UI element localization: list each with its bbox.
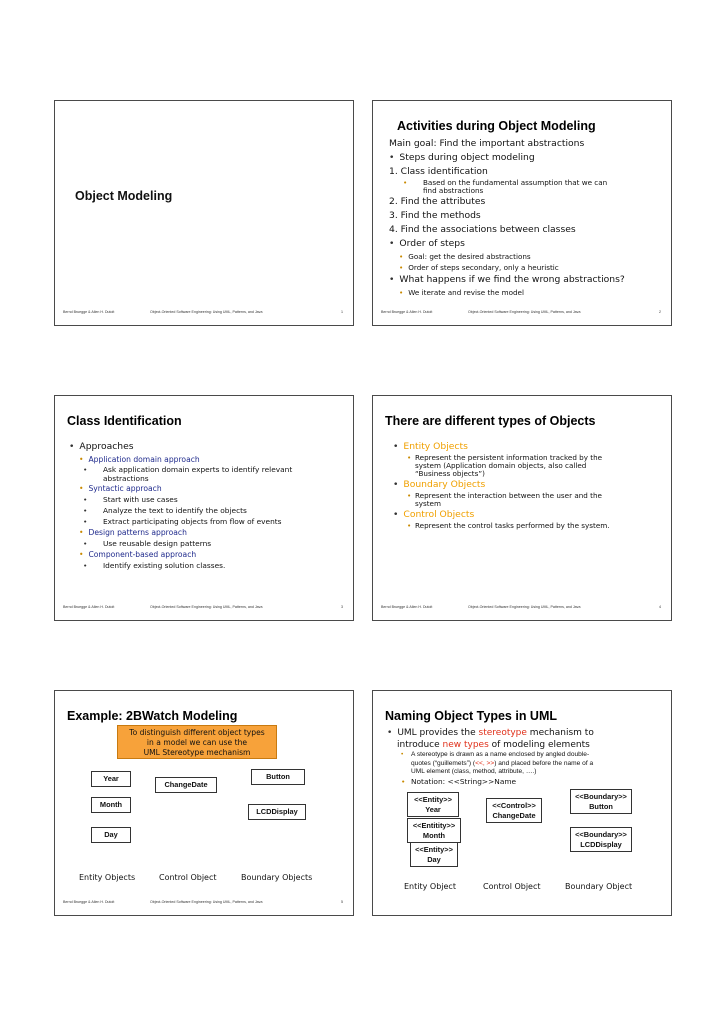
text-line: system <box>415 499 441 508</box>
text-span: stereotype <box>478 728 527 738</box>
footer-book: Object-Oriented Software Engineering: Using UML, Patterns, and Java <box>468 605 581 609</box>
text-span: introduce <box>397 740 443 750</box>
footer-book: Object-Oriented Software Engineering: Using UML, Patterns, and Java <box>468 310 581 314</box>
class-box-day: Day <box>91 827 131 843</box>
text-line: <<Entity>> <box>415 845 453 854</box>
slide-4 <box>372 395 672 621</box>
bullet-item: • Entity Objects <box>393 440 663 454</box>
class-box-changedate: ChangeDate <box>155 777 217 793</box>
caption-entity: Entity Objects <box>79 873 136 882</box>
slide-6 <box>372 690 672 916</box>
text-line: UML element (class, method, attribute, ….) <box>411 768 537 775</box>
bullet-item: • Control Objects <box>393 508 663 522</box>
sub-sub-bullet-item: • Use reusable design patterns <box>69 538 345 549</box>
slide-5 <box>54 690 354 916</box>
page-number: 2 <box>659 310 661 314</box>
text-line: in a model we can use the <box>146 738 248 747</box>
footer-book: Object-Oriented Software Engineering: Using UML, Patterns, and Java <box>150 900 263 904</box>
text-line: 1. Class identification <box>389 166 488 177</box>
slide-2 <box>372 100 672 326</box>
sub-bullet-item: • Syntactic approach <box>69 483 345 494</box>
slide-footer <box>381 310 661 317</box>
text-span: new types <box>442 740 489 750</box>
sub-sub-bullet-item: • Start with use cases <box>69 494 345 505</box>
text-line: LCDDisplay <box>580 839 622 849</box>
footer-authors: Bernd Bruegge & Allen H. Dutoit <box>381 605 433 609</box>
sub-bullet-item: • We iterate and revise the model <box>389 287 663 298</box>
text-span: mechanism to <box>526 728 594 738</box>
bullet-item: • Boundary Objects <box>393 478 663 492</box>
text-line: • Represent the interaction between the user and the <box>415 491 602 500</box>
sub-bullet-item: • Order of steps secondary, only a heuristic <box>389 262 663 273</box>
stereotype-box-boundary-lcd <box>570 827 632 852</box>
sub-sub-bullet-item: • Identify existing solution classes. <box>69 560 345 571</box>
page-number: 3 <box>341 605 343 609</box>
text-span: UML provides the <box>397 728 479 738</box>
class-box-button: Button <box>251 769 305 785</box>
text-line: • Based on the fundamental assumption that we can <box>423 178 608 187</box>
class-box-lcddisplay: LCDDisplay <box>248 804 306 820</box>
text-line: Main goal: Find the important abstractions <box>389 138 585 149</box>
stereotype-box-control <box>486 798 542 823</box>
sub-sub-bullet-item: • Analyze the text to identify the objects <box>69 505 345 516</box>
text-line: 4. Find the associations between classes <box>389 224 576 235</box>
sub-bullet-item: • Goal: get the desired abstractions <box>389 251 663 262</box>
sub-bullet-item <box>387 751 663 777</box>
stereotype-box-boundary-button <box>570 789 632 814</box>
text-span: of modeling elements <box>488 740 590 750</box>
class-box-year: Year <box>91 771 131 787</box>
sub-bullet-item <box>393 454 663 478</box>
text-span: <<, >> <box>475 759 495 767</box>
text-line: <<Entitity>> <box>412 821 456 830</box>
bullet-item: • Order of steps <box>389 237 663 251</box>
text-span: ) and placed before the name of a <box>494 759 594 767</box>
text-line: UML Stereotype mechanism <box>143 748 251 757</box>
page-number: 4 <box>659 605 661 609</box>
sub-bullet-item: • Design patterns approach <box>69 527 345 538</box>
text-line <box>387 739 663 751</box>
text-line: abstractions <box>103 474 149 483</box>
slide-title: There are different types of Objects <box>385 414 596 428</box>
slide-title: Object Modeling <box>75 189 173 203</box>
text-line: “Business objects”) <box>415 469 485 478</box>
page-number: 5 <box>341 900 343 904</box>
sub-bullet-item <box>389 179 663 195</box>
sub-sub-bullet-item: • Extract participating objects from flow of events <box>69 516 345 527</box>
slide-footer <box>63 900 343 907</box>
text-line: system (Application domain objects, also called <box>415 461 587 470</box>
slide-title: Class Identification <box>67 414 182 428</box>
text-span: quotes (“guillemets”) ( <box>411 759 476 767</box>
caption-control: Control Object <box>159 873 217 882</box>
text-line: <<Entity>> <box>414 795 452 804</box>
slide-title: Activities during Object Modeling <box>397 119 596 133</box>
footer-authors: Bernd Bruegge & Allen H. Dutoit <box>63 900 115 904</box>
caption-boundary: Boundary Objects <box>241 873 313 882</box>
stereotype-box-entity-month <box>407 818 461 843</box>
text-line: <<Boundary>> <box>575 830 627 839</box>
slide-footer <box>63 310 343 317</box>
stereotype-box-entity-day <box>410 842 458 867</box>
sub-bullet-item: • Notation: <<String>>Name <box>387 777 663 787</box>
text-line: • A stereotype is drawn as a name enclosed by angled double- <box>411 751 590 758</box>
bullet-item: • What happens if we find the wrong abstractions? <box>389 273 663 287</box>
stereotype-callout <box>117 725 277 759</box>
caption-boundary: Boundary Object <box>565 882 633 891</box>
text-line: • Represent the persistent information tracked by the <box>415 453 603 462</box>
footer-authors: Bernd Bruegge & Allen H. Dutoit <box>381 310 433 314</box>
sub-bullet-item: • Application domain approach <box>69 454 345 465</box>
footer-book: Object-Oriented Software Engineering: Using UML, Patterns, and Java <box>150 605 263 609</box>
footer-book: Object-Oriented Software Engineering: Using UML, Patterns, and Java <box>150 310 263 314</box>
stereotype-box-entity-year <box>407 792 459 817</box>
text-line: <<Control>> <box>492 801 536 810</box>
text-line: • Ask application domain experts to identify relevant <box>103 465 293 474</box>
sub-bullet-item <box>393 492 663 508</box>
sub-bullet-item: • Component-based approach <box>69 549 345 560</box>
caption-control: Control Object <box>483 882 541 891</box>
slide-title: Example: 2BWatch Modeling <box>67 709 238 723</box>
text-line: To distinguish different object types <box>129 728 265 737</box>
text-line: Month <box>422 830 446 840</box>
text-line: 3. Find the methods <box>389 210 481 221</box>
slide-footer <box>63 605 343 612</box>
bullet-item <box>387 727 663 739</box>
caption-entity: Entity Object <box>404 882 456 891</box>
slide-3 <box>54 395 354 621</box>
text-line: Day <box>427 854 441 864</box>
sub-bullet-item: • Represent the control tasks performed by the system. <box>393 522 663 530</box>
text-line <box>411 760 663 769</box>
text-line: find abstractions <box>423 186 484 195</box>
bullet-item: • Steps during object modeling <box>389 151 663 165</box>
footer-authors: Bernd Bruegge & Allen H. Dutoit <box>63 605 115 609</box>
text-line: 2. Find the attributes <box>389 196 486 207</box>
text-line: ChangeDate <box>492 810 536 820</box>
class-box-month: Month <box>91 797 131 813</box>
bullet-item: • Approaches <box>69 440 345 454</box>
footer-authors: Bernd Bruegge & Allen H. Dutoit <box>63 310 115 314</box>
text-line: <<Boundary>> <box>575 792 627 801</box>
slide-1 <box>54 100 354 326</box>
slide-footer <box>381 605 661 612</box>
text-line: Button <box>589 801 613 811</box>
sub-sub-bullet-item <box>69 465 345 483</box>
text-line: Year <box>425 804 441 814</box>
slide-title: Naming Object Types in UML <box>385 709 558 723</box>
page-number: 1 <box>341 310 343 314</box>
